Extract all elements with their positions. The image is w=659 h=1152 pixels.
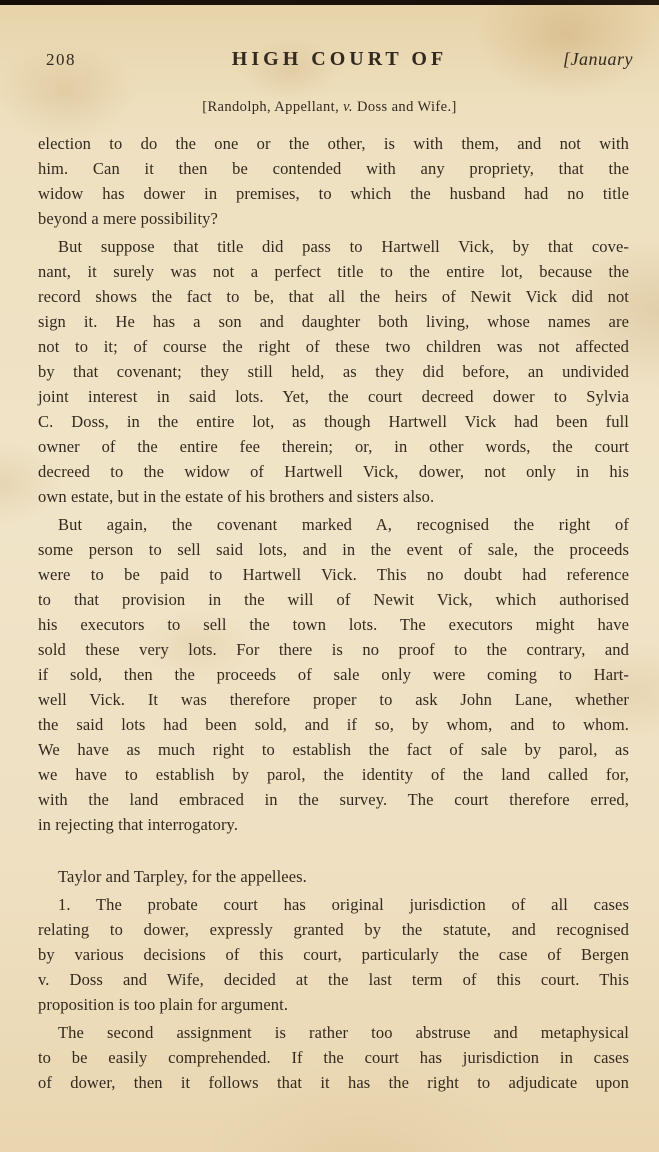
text-line: election to do the one or the other, is with them, and not with xyxy=(38,134,629,153)
case-caption xyxy=(0,99,659,116)
paragraph xyxy=(38,864,629,889)
text-line: owner of the entire fee therein; or, in other words, the court xyxy=(38,437,629,456)
text-line: some person to sell said lots, and in the event of sale, the proceeds xyxy=(38,540,629,559)
text-line: to be easily comprehended. If the court has jurisdiction in cases xyxy=(38,1048,629,1067)
paragraph xyxy=(38,131,629,231)
text-line: with the land embraced in the survey. The court therefore erred, xyxy=(38,790,629,809)
text-line: his executors to sell the town lots. The executors might have xyxy=(38,615,629,634)
text-line: him. Can it then be contended with any propriety, that the xyxy=(38,159,629,178)
text-line: C. Doss, in the entire lot, as though Hartwell Vick had been full xyxy=(38,412,629,431)
text-line: The second assignment is rather too abstruse and metaphysical xyxy=(58,1023,629,1042)
paragraph xyxy=(38,1020,629,1095)
text-line: We have as much right to establish the fact of sale by parol, as xyxy=(38,740,629,759)
text-line: record shows the fact to be, that all the heirs of Newit Vick did not xyxy=(38,287,629,306)
text-line: of dower, then it follows that it has the right to adjudicate upon xyxy=(38,1073,629,1092)
paragraph xyxy=(38,892,629,1017)
caption-text-pre: [Randolph, Appellant, xyxy=(202,99,344,115)
text-line: not to it; of course the right of these two children was not affected xyxy=(38,337,629,356)
text-line: But suppose that title did pass to Hartwell Vick, by that cove- xyxy=(58,237,629,256)
text-line: Taylor and Tarpley, for the appellees. xyxy=(58,867,307,886)
text-line: we have to establish by parol, the identity of the land called for, xyxy=(38,765,629,784)
page-body xyxy=(0,131,659,1095)
paragraph xyxy=(38,234,629,509)
caption-text-post: Doss and Wife.] xyxy=(352,99,457,115)
text-line: joint interest in said lots. Yet, the court decreed dower to Sylvia xyxy=(38,387,629,406)
text-line: if sold, then the proceeds of sale only were coming to Hart- xyxy=(38,665,629,684)
text-line: sign it. He has a son and daughter both living, whose names are xyxy=(38,312,629,331)
text-line: widow has dower in premises, to which the husband had no title xyxy=(38,184,629,203)
text-line: own estate, but in the estate of his brothers and sisters also. xyxy=(38,487,435,506)
text-line: decreed to the widow of Hartwell Vick, dower, not only in his xyxy=(38,462,629,481)
text-line: But again, the covenant marked A, recognised the right of xyxy=(58,515,629,534)
text-line: to that provision in the will of Newit Vick, which authorised xyxy=(38,590,629,609)
text-line: were to be paid to Hartwell Vick. This no doubt had reference xyxy=(38,565,629,584)
page-number: 208 xyxy=(46,50,76,69)
paragraph xyxy=(38,512,629,837)
text-line: proposition is too plain for argument. xyxy=(38,995,289,1014)
text-line: v. Doss and Wife, decided at the last term of this court. This xyxy=(38,970,629,989)
page-top-edge xyxy=(0,0,659,5)
text-line: by various decisions of this court, particularly the case of Bergen xyxy=(38,945,629,964)
text-line: 1. The probate court has original jurisdiction of all cases xyxy=(58,895,629,914)
text-line: beyond a mere possibility? xyxy=(38,209,218,228)
text-line: in rejecting that interrogatory. xyxy=(38,815,239,834)
running-head: HIGH COURT OF xyxy=(231,48,448,70)
text-line: sold these very lots. For there is no proof to the contrary, and xyxy=(38,640,629,659)
caption-versus: v. xyxy=(343,99,353,115)
page-header xyxy=(0,0,659,73)
text-line: relating to dower, expressly granted by the statute, and recognised xyxy=(38,920,629,939)
text-line: by that covenant; they still held, as they did before, an undivided xyxy=(38,362,629,381)
text-line: well Vick. It was therefore proper to ask John Lane, whether xyxy=(38,690,629,709)
text-line: nant, it surely was not a perfect title to the entire lot, because the xyxy=(38,262,629,281)
text-line: the said lots had been sold, and if so, by whom, and to whom. xyxy=(38,715,629,734)
term-label: [January xyxy=(563,49,633,69)
